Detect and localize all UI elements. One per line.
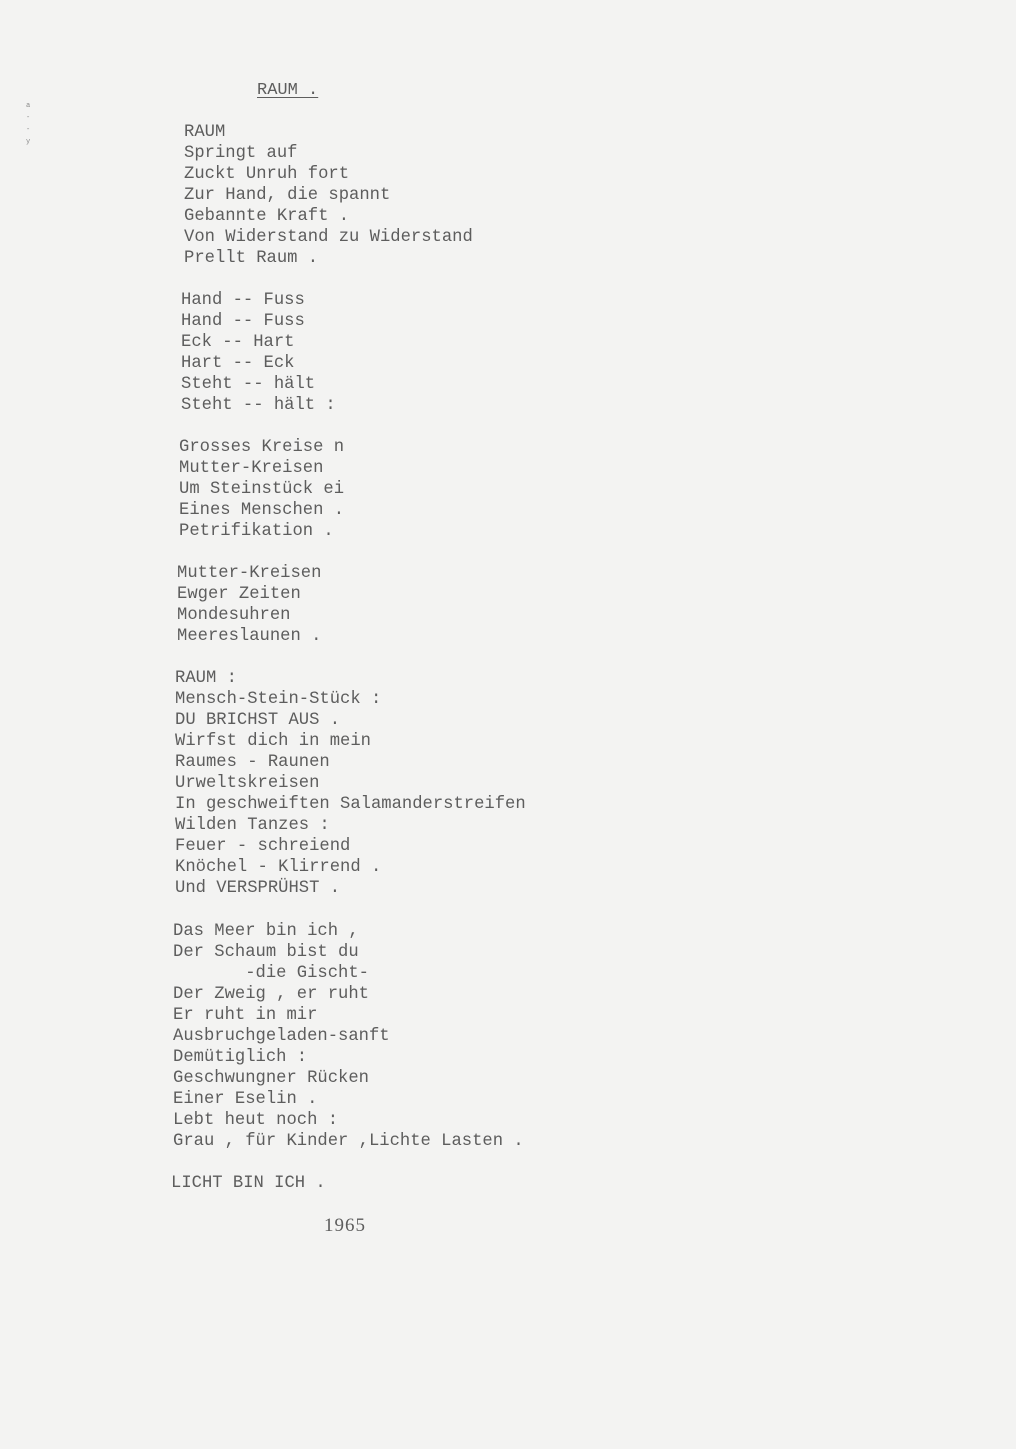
year: 1965 [324,1215,366,1236]
poem-line: Der Schaum bist du [173,943,359,962]
margin-mark: - [26,126,31,134]
poem-line: Petrifikation . [179,522,334,541]
stanza-3 [179,437,344,542]
margin-mark: - [26,114,31,122]
poem-line: Um Steinstück ei [179,480,345,499]
margin-mark: y [26,138,31,146]
poem-line: Wirfst dich in mein [175,732,371,751]
stanza-5 [175,668,526,899]
poem-line: In geschweiften Salamanderstreifen [175,795,526,814]
poem-line: Springt auf [184,144,298,163]
poem-line: Eines Menschen . [179,501,345,520]
poem-line: Steht -- hält [181,375,316,394]
poem-line: Knöchel - Klirrend . [175,858,382,877]
poem-line: Zur Hand, die spannt [184,186,391,205]
poem-line: Eck -- Hart [181,333,295,352]
stanza-7 [171,1173,326,1194]
poem-line: Er ruht in mir [173,1006,318,1025]
poem-line: Der Zweig , er ruht [173,985,369,1004]
poem-line: Hart -- Eck [181,354,295,373]
poem-line: Hand -- Fuss [181,291,305,310]
poem-line: RAUM [184,123,226,142]
margin-mark: a [26,102,31,110]
poem-line: Grau , für Kinder ,Lichte Lasten . [173,1132,524,1151]
poem-line: LICHT BIN ICH . [171,1174,326,1193]
poem-line: Mensch-Stein-Stück : [175,690,382,709]
margin-marks [26,100,30,148]
poem-line: Lebt heut noch : [173,1111,339,1130]
poem-line: Gebannte Kraft . [184,207,350,226]
stanza-4 [177,563,321,647]
stanza-2 [181,290,336,416]
poem-line: Ausbruchgeladen-sanft [173,1027,390,1046]
poem-line: Geschwungner Rücken [173,1069,380,1088]
stanza-6 [173,921,524,1152]
poem-line: Einer Eselin . [173,1090,318,1109]
poem-line: Grosses Kreise n [179,438,345,457]
poem-line: Und VERSPRÜHST . [175,879,341,898]
poem-line: Hand -- Fuss [181,312,305,331]
poem-line: Meereslaunen . [177,627,322,646]
poem-line: Raumes - Raunen [175,753,330,772]
poem-line: Von Widerstand zu Widerstand [184,228,473,247]
poem-line: Das Meer bin ich , [173,922,359,941]
poem-line: Urweltskreisen [175,774,320,793]
poem-line: Feuer - schreiend [175,837,351,856]
stanza-1 [184,122,473,269]
poem-line: DU BRICHST AUS . [175,711,341,730]
poem-line: Wilden Tanzes : [175,816,330,835]
poem-line: Demütiglich : [173,1048,308,1067]
poem-line: RAUM : [175,669,237,688]
poem-line: Mutter-Kreisen [177,564,322,583]
poem-line: Mondesuhren [177,606,291,625]
poem-line: Steht -- hält : [181,396,336,415]
poem-line: Prellt Raum . [184,249,319,268]
poem-line: Zuckt Unruh fort [184,165,350,184]
poem-line: Mutter-Kreisen [179,459,324,478]
poem-line: -die Gischt- [173,964,369,983]
poem-line: Ewger Zeiten [177,585,301,604]
poem-title: RAUM . [257,81,319,100]
